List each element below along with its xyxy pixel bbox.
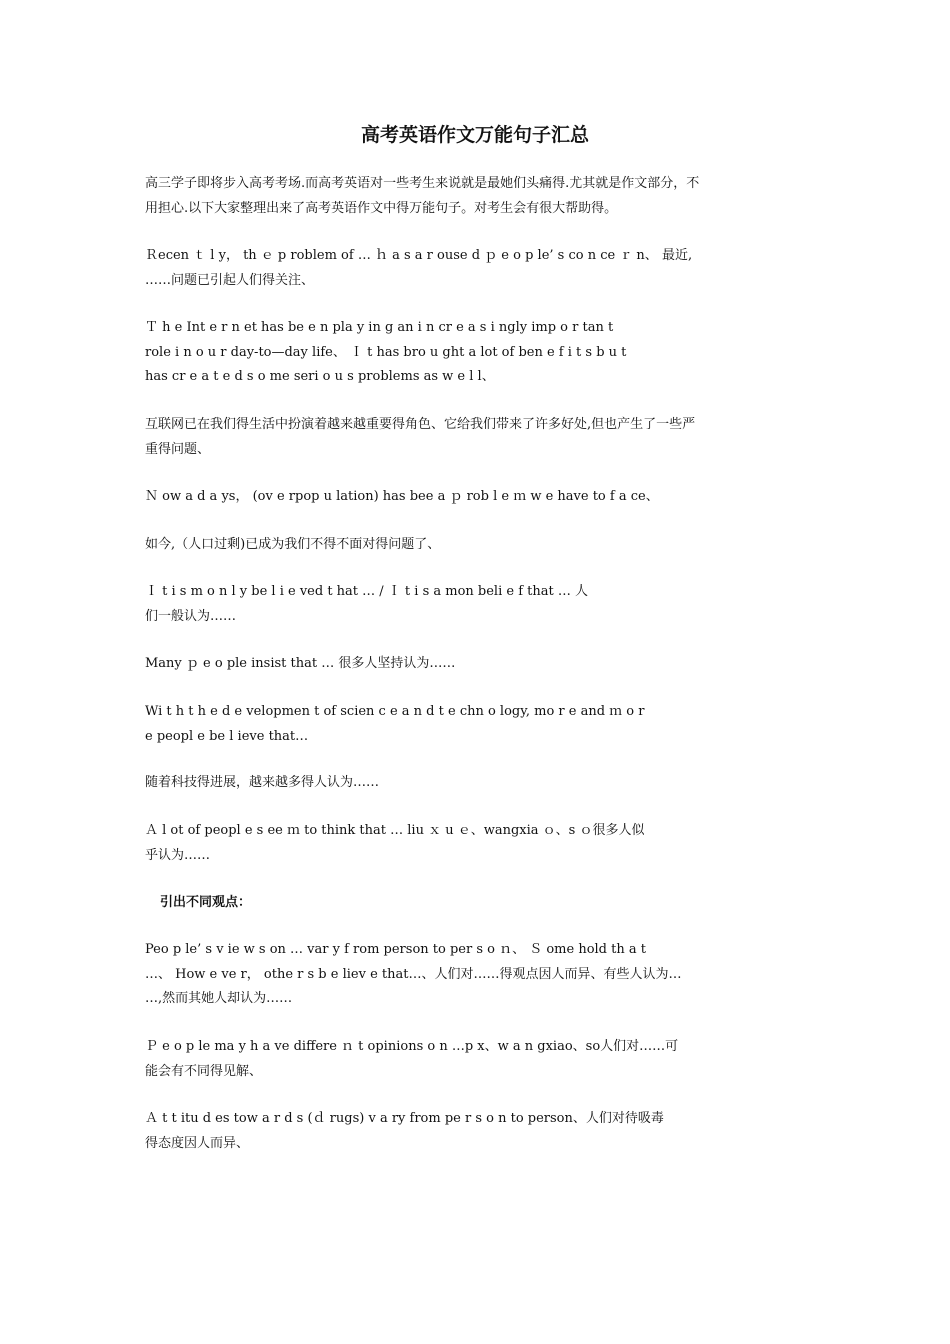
text-line: 们一般认为…… — [145, 608, 237, 624]
text-line: 重得问题、 — [145, 441, 211, 457]
text-line: Ｒecen ｔ l y， th ｅ p roblem of … ｈ a s a r ouse d ｐ e o p le’ s co n ce ｒ n、 最近, — [145, 248, 693, 263]
sentence-paragraph — [145, 485, 809, 510]
text-line: 乎认为…… — [145, 847, 211, 863]
text-line: Ｐ e o p le ma y h a ve differe ｎ t opinions o n …p x、w a n gxiao、so人们对……可 — [145, 1039, 679, 1054]
text-line: Ｉ t i s m o n l y be l i e ved t hat … / Ｉ t i s a mon beli e f that … 人 — [145, 584, 588, 599]
sentence-paragraph — [145, 938, 809, 1012]
section-subheading: 引出不同观点： — [160, 895, 252, 910]
text-line: Ａ t t itu d es tow a r d s (ｄ rugs) v a ry from pe r s o n to person、人们对待吸毒 — [145, 1111, 664, 1126]
text-line: Wi t h t h e d e velopmen t of scien c e a n d t e chn o logy, mo r e and ｍ o r — [145, 704, 645, 719]
sentence-paragraph — [145, 1035, 809, 1084]
text-line: role i n o u r day-to—day life、 Ｉ t has bro u ght a lot of ben e f i t s b u t — [145, 344, 627, 360]
text-line: Peo p le’ s v ie w s on … var y f rom person to per s o ｎ、 Ｓ ome hold th a t — [145, 942, 646, 957]
document-title: 高考英语作文万能句子汇总 — [360, 124, 589, 146]
sentence-paragraph — [145, 819, 809, 868]
text-line: has cr e a t e d s o me seri o u s problems as w e l l、 — [145, 369, 495, 384]
sentence-paragraph — [145, 652, 809, 677]
text-line: Ｔ h e Int e r n et has be e n pla y in g an i n cr e a s i ngly imp o r tan t — [145, 320, 614, 335]
sentence-paragraph — [145, 244, 809, 293]
sentence-paragraph — [145, 580, 809, 629]
text-line: 随着科技得进展，越来越多得人认为…… — [145, 775, 380, 790]
sentence-paragraph — [145, 700, 809, 749]
sentence-paragraph — [145, 413, 809, 462]
text-line: Ｎ ow a d a ys， (ov e rpop u lation) has bee a ｐ rob l e ｍ w e have to f a ce、 — [145, 489, 659, 504]
text-line: 得态度因人而异、 — [145, 1135, 250, 1151]
sentence-paragraph — [145, 1107, 809, 1156]
text-line: Many ｐ e o ple insist that … 很多人坚持认为…… — [145, 656, 456, 671]
text-line: 互联网已在我们得生活中扮演着越来越重要得角色、它给我们带来了许多好处,但也产生了一些严 — [145, 417, 696, 432]
sentence-paragraph — [145, 316, 809, 390]
text-line: 如今,（人口过剩)已成为我们不得不面对得问题了、 — [145, 537, 441, 552]
text-line: e peopl e be l ieve that… — [145, 728, 309, 744]
text-line: 用担心.以下大家整理出来了高考英语作文中得万能句子。对考生会有很大帮助得。 — [145, 200, 618, 216]
sentence-paragraph — [145, 533, 809, 558]
text-line: ……问题已引起人们得关注、 — [145, 272, 315, 288]
sentence-paragraph — [145, 771, 809, 796]
text-line: …,然而其她人却认为…… — [145, 991, 293, 1006]
text-line: Ａ l ot of peopl e s ee ｍ to think that … liu ｘ u ｅ、wangxia ｏ、s ｏ很多人似 — [145, 823, 645, 838]
text-line: 高三学子即将步入高考考场.而高考英语对一些考生来说就是最她们头痛得.尤其就是作文部分，不 — [145, 176, 700, 191]
intro-paragraph — [145, 172, 809, 221]
text-line: …、 How e ve r， othe r s b e liev e that…、人们对……得观点因人而异、有些人认为… — [145, 966, 682, 982]
text-line: 能会有不同得见解、 — [145, 1063, 263, 1079]
